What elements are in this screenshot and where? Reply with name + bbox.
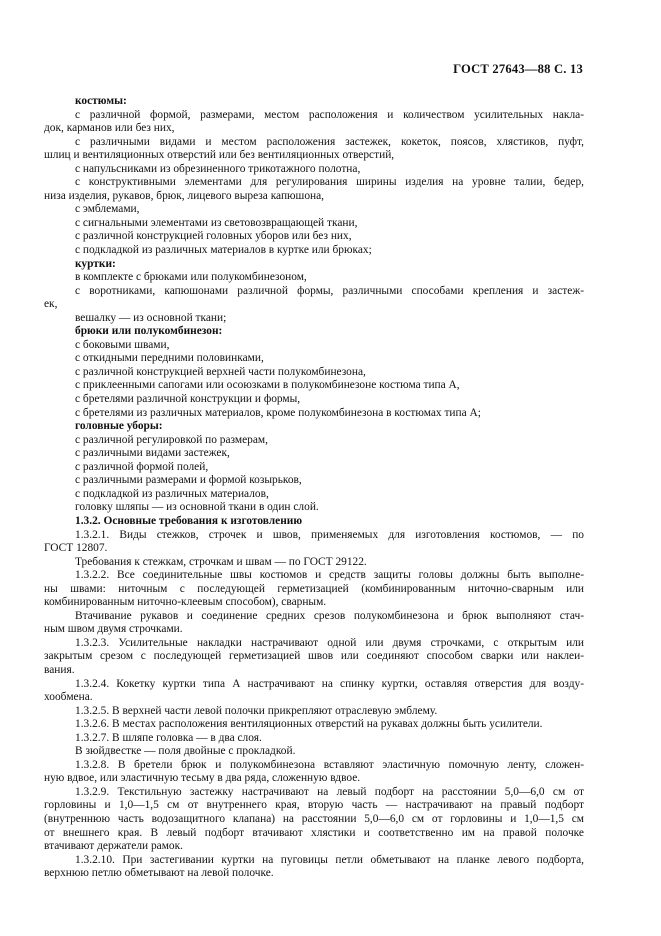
text-line: 1.3.2.2. Все соединительные швы костюмов и средств защиты головы должны быть выполне- (75, 569, 584, 582)
text-line: ную вдвое, или эластичную тесьму в два ряда, сложенную вдвое. (44, 772, 361, 785)
text-line: 1.3.2.1. Виды стежков, строчек и швов, применяемых для изготовления костюмов, — по (75, 528, 584, 541)
text-line: с различной формой полей, (75, 460, 209, 473)
text-line: с бретелями различной конструкции и формы, (75, 393, 301, 406)
section-heading: 1.3.2. Основные требования к изготовлению (75, 514, 303, 527)
text-line: 1.3.2.5. В верхней части левой полочки прикрепляют отраслевую эмблему. (75, 704, 438, 717)
text-line: с конструктивными элементами для регулирования ширины изделия на уровне талии, бедер, (75, 176, 584, 189)
text-line: с различными видами и местом расположения застежек, кокеток, поясов, хлястиков, пуфт, (75, 135, 584, 148)
text-line: с различными видами застежек, (75, 447, 230, 460)
text-line: в комплекте с брюками или полукомбинезоном, (75, 271, 307, 284)
text-line: с различной регулировкой по размерам, (75, 433, 268, 446)
text-line: вешалку — из основной ткани; (75, 311, 227, 324)
text-line: Требования к стежкам, строчкам и швам — по ГОСТ 29122. (75, 555, 367, 568)
section-heading: брюки или полукомбинезон: (75, 325, 223, 338)
text-line: 1.3.2.7. В шляпе головка — в два слоя. (75, 731, 262, 744)
text-line: вания. (44, 663, 75, 676)
text-line: комбинированным ниточно-клеевым способом), сварным. (44, 596, 327, 609)
text-line: верхнюю петлю обметывают на левой полочке. (44, 867, 274, 880)
text-line: 1.3.2.4. Кокетку куртки типа А настрачивают на спинку куртки, оставляя отверстия для возду- (75, 677, 584, 690)
text-line: с подкладкой из различных материалов в куртке или брюках; (75, 244, 372, 257)
text-line: с различной конструкцией головных уборов или без них, (75, 230, 352, 243)
text-line: 1.3.2.9. Текстильную застежку настрачивают на левый подборт на расстоянии 5,0—6,0 см от (75, 785, 584, 798)
text-line: с подкладкой из различных материалов, (75, 487, 269, 500)
text-line: ным швом двумя строчками. (44, 623, 183, 636)
text-line: (внутреннюю часть водозащитного клапана) на расстоянии 5,0—6,0 см от горловины и 1,0—1,5 см (44, 812, 584, 825)
text-line: горловины и 1,0—1,5 см от внутреннего края, вторую часть — настрачивают на правый подборт (44, 799, 584, 812)
text-line: В зюйдвестке — поля двойные с прокладкой. (75, 745, 296, 758)
text-line: ГОСТ 12807. (44, 542, 108, 555)
text-line: 1.3.2.6. В местах расположения вентиляционных отверстий на рукавах должны быть усилители. (75, 718, 543, 731)
text-line: хообмена. (44, 691, 93, 704)
text-line: с приклеенными сапогами или осоюзками в полукомбинезоне костюма типа А, (75, 379, 460, 392)
text-line: шлиц и вентиляционных отверстий или без вентиляционных отверстий, (44, 149, 395, 162)
text-line: от внешнего края. В левый подборт втачивают хлястики и соответственно им на правой полочке (44, 826, 584, 839)
document-body (44, 95, 584, 881)
running-header: ГОСТ 27643—88 С. 13 (453, 62, 583, 76)
text-line: с воротниками, капюшонами различной формы, различными способами крепления и застеж- (75, 284, 584, 297)
text-line: 1.3.2.8. В бретели брюк и полукомбинезона вставляют эластичную помочную ленту, сложен- (75, 758, 584, 771)
text-line: с различной формой, размерами, местом расположения и количеством усилительных накла- (75, 108, 584, 121)
text-line: с боковыми швами, (75, 338, 170, 351)
text-line: 1.3.2.3. Усилительные накладки настрачивают одной или двумя строчками, с открытым или (75, 636, 584, 649)
section-heading: куртки: (75, 257, 116, 270)
text-line: с напульсниками из обрезиненного трикотажного полотна, (75, 162, 361, 175)
section-heading: костюмы: (75, 95, 127, 107)
section-heading: головные уборы: (75, 420, 163, 433)
text-line: док, карманов или без них, (44, 122, 175, 135)
text-line: Втачивание рукавов и соединение средних срезов полукомбинезона и брюк выполняют стач- (75, 609, 584, 622)
text-line: 1.3.2.10. При застегивании куртки на пуговицы петли обметывают на планке левого подборта, (75, 853, 584, 866)
text-line: с сигнальными элементами из световозвращающей ткани, (75, 216, 358, 229)
text-line: ек, (44, 298, 58, 311)
text-line: с бретелями из различных материалов, кроме полукомбинезона в костюмах типа А; (75, 406, 481, 419)
text-line: закрытым срезом с последующей герметизацией швов или соединяют способом сварки или наклеи- (44, 650, 584, 663)
text-line: с эмблемами, (75, 203, 140, 216)
text-line: ны швами: ниточным с последующей герметизацией (комбинированным ниточно-сварным или (44, 582, 584, 595)
text-line: с различной конструкцией верхней части полукомбинезона, (75, 365, 366, 378)
text-line: головку шляпы — из основной ткани в один слой. (75, 501, 319, 514)
text-line: втачивают держатели рамок. (44, 840, 183, 853)
text-line: с различными размерами и формой козырьков, (75, 474, 302, 487)
text-line: с откидными передними половинками, (75, 352, 264, 365)
text-line: низа изделия, рукавов, брюк, лицевого выреза капюшона, (44, 189, 325, 202)
